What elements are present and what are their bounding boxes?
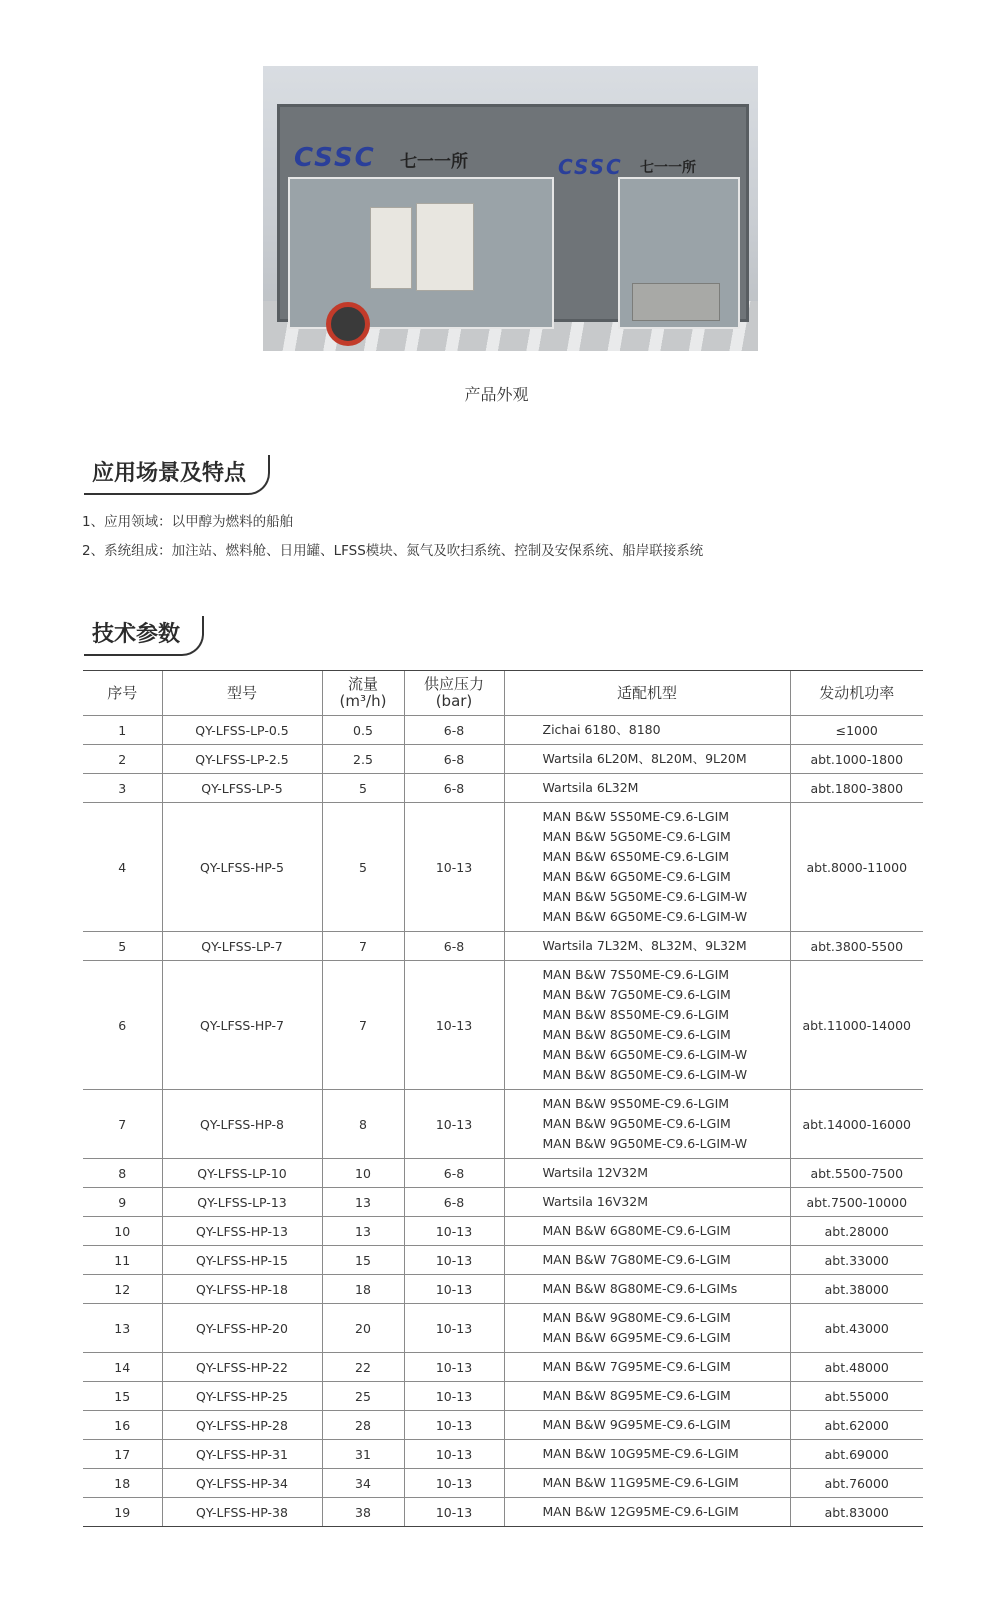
table-row xyxy=(83,1469,923,1498)
cell-model: QY-LFSS-HP-7 xyxy=(162,961,322,1090)
engine-model: MAN B&W 9G95ME-C9.6-LGIM xyxy=(542,1417,731,1432)
cell-pressure: 10-13 xyxy=(404,803,504,932)
table-row xyxy=(83,1411,923,1440)
cell-model: QY-LFSS-HP-34 xyxy=(162,1469,322,1498)
section-title-params: 技术参数 xyxy=(84,616,204,656)
engine-model: MAN B&W 7S50ME-C9.6-LGIM xyxy=(542,967,730,982)
cell-power: abt.5500-7500 xyxy=(790,1159,923,1188)
cell-flow: 25 xyxy=(322,1382,404,1411)
engine-model: MAN B&W 6S50ME-C9.6-LGIM xyxy=(542,849,730,864)
engine-model: MAN B&W 8G80ME-C9.6-LGIMs xyxy=(542,1281,738,1296)
spec-table xyxy=(83,670,923,1527)
table-row xyxy=(83,1188,923,1217)
cell-no: 16 xyxy=(83,1411,162,1440)
cell-engines xyxy=(504,745,790,774)
hose-reel-graphic xyxy=(326,302,370,346)
cell-model: QY-LFSS-LP-10 xyxy=(162,1159,322,1188)
cell-flow: 34 xyxy=(322,1469,404,1498)
cell-no: 1 xyxy=(83,716,162,745)
cell-power: abt.28000 xyxy=(790,1217,923,1246)
engine-model: MAN B&W 9S50ME-C9.6-LGIM xyxy=(542,1096,730,1111)
cell-pressure: 10-13 xyxy=(404,1090,504,1159)
cell-no: 7 xyxy=(83,1090,162,1159)
cell-model: QY-LFSS-HP-5 xyxy=(162,803,322,932)
engine-model: MAN B&W 6G80ME-C9.6-LGIM xyxy=(542,1223,731,1238)
cell-flow: 13 xyxy=(322,1188,404,1217)
cell-flow: 2.5 xyxy=(322,745,404,774)
logo-cn-left: 七一一所 xyxy=(400,152,468,172)
cell-power: abt.1000-1800 xyxy=(790,745,923,774)
cell-pressure: 10-13 xyxy=(404,1246,504,1275)
engine-model: MAN B&W 12G95ME-C9.6-LGIM xyxy=(542,1504,739,1519)
container-graphic xyxy=(277,104,749,322)
cell-power: abt.43000 xyxy=(790,1304,923,1353)
engine-model: MAN B&W 6G50ME-C9.6-LGIM-W xyxy=(542,909,748,924)
engine-model: MAN B&W 6G50ME-C9.6-LGIM xyxy=(542,869,731,884)
cell-model: QY-LFSS-HP-28 xyxy=(162,1411,322,1440)
cell-pressure: 10-13 xyxy=(404,1275,504,1304)
cell-flow: 28 xyxy=(322,1411,404,1440)
cell-no: 19 xyxy=(83,1498,162,1527)
cell-engines xyxy=(504,932,790,961)
cell-power: abt.69000 xyxy=(790,1440,923,1469)
engine-model: Zichai 6180、8180 xyxy=(542,722,661,737)
cell-pressure: 6-8 xyxy=(404,745,504,774)
cell-engines xyxy=(504,1304,790,1353)
control-cabinet-large xyxy=(416,203,474,291)
cell-power: abt.11000-14000 xyxy=(790,961,923,1090)
cell-flow: 10 xyxy=(322,1159,404,1188)
cell-pressure: 10-13 xyxy=(404,1217,504,1246)
cell-flow: 38 xyxy=(322,1498,404,1527)
table-row xyxy=(83,1090,923,1159)
engine-model: MAN B&W 7G80ME-C9.6-LGIM xyxy=(542,1252,731,1267)
cell-flow: 8 xyxy=(322,1090,404,1159)
table-row xyxy=(83,932,923,961)
cell-power: abt.3800-5500 xyxy=(790,932,923,961)
cell-pressure: 10-13 xyxy=(404,1382,504,1411)
engine-model: Wartsila 6L32M xyxy=(542,780,639,795)
image-caption: 产品外观 xyxy=(464,385,529,404)
cell-power: abt.33000 xyxy=(790,1246,923,1275)
header-engine: 适配机型 xyxy=(504,671,790,716)
features-list xyxy=(82,508,703,566)
cell-pressure: 10-13 xyxy=(404,961,504,1090)
table-row xyxy=(83,1275,923,1304)
table-row xyxy=(83,1246,923,1275)
cell-pressure: 10-13 xyxy=(404,1304,504,1353)
table-row xyxy=(83,1304,923,1353)
cell-engines xyxy=(504,1275,790,1304)
table-row xyxy=(83,1382,923,1411)
table-row xyxy=(83,1440,923,1469)
engine-model: MAN B&W 5G50ME-C9.6-LGIM xyxy=(542,829,731,844)
cell-no: 12 xyxy=(83,1275,162,1304)
cell-model: QY-LFSS-HP-15 xyxy=(162,1246,322,1275)
cell-engines xyxy=(504,774,790,803)
cell-engines xyxy=(504,961,790,1090)
engine-model: MAN B&W 7G95ME-C9.6-LGIM xyxy=(542,1359,731,1374)
header-model: 型号 xyxy=(162,671,322,716)
cell-pressure: 6-8 xyxy=(404,932,504,961)
engine-model: MAN B&W 9G50ME-C9.6-LGIM-W xyxy=(542,1136,748,1151)
cell-no: 18 xyxy=(83,1469,162,1498)
tank-graphic xyxy=(632,283,720,321)
engine-model: MAN B&W 5S50ME-C9.6-LGIM xyxy=(542,809,730,824)
cell-power: ≤1000 xyxy=(790,716,923,745)
header-flow: 流量 (m³/h) xyxy=(322,671,404,716)
cell-model: QY-LFSS-LP-13 xyxy=(162,1188,322,1217)
engine-model: Wartsila 6L20M、8L20M、9L20M xyxy=(542,751,747,766)
cell-engines xyxy=(504,1159,790,1188)
cssc-logo-left: CSSC xyxy=(294,143,376,173)
cell-power: abt.1800-3800 xyxy=(790,774,923,803)
cell-model: QY-LFSS-LP-5 xyxy=(162,774,322,803)
cell-model: QY-LFSS-HP-38 xyxy=(162,1498,322,1527)
cell-pressure: 6-8 xyxy=(404,774,504,803)
cell-flow: 5 xyxy=(322,774,404,803)
engine-model: MAN B&W 8S50ME-C9.6-LGIM xyxy=(542,1007,730,1022)
cell-pressure: 6-8 xyxy=(404,1159,504,1188)
cell-no: 10 xyxy=(83,1217,162,1246)
cell-engines xyxy=(504,1246,790,1275)
cell-pressure: 6-8 xyxy=(404,1188,504,1217)
cell-no: 5 xyxy=(83,932,162,961)
cell-engines xyxy=(504,1382,790,1411)
product-photo xyxy=(263,66,758,351)
table-row xyxy=(83,1353,923,1382)
cell-power: abt.8000-11000 xyxy=(790,803,923,932)
cell-model: QY-LFSS-HP-22 xyxy=(162,1353,322,1382)
cell-pressure: 10-13 xyxy=(404,1411,504,1440)
cell-engines xyxy=(504,1440,790,1469)
header-pressure: 供应压力 (bar) xyxy=(404,671,504,716)
cell-no: 15 xyxy=(83,1382,162,1411)
table-row xyxy=(83,1159,923,1188)
cell-engines xyxy=(504,1469,790,1498)
table-row xyxy=(83,745,923,774)
cell-power: abt.62000 xyxy=(790,1411,923,1440)
table-row xyxy=(83,1217,923,1246)
cell-flow: 15 xyxy=(322,1246,404,1275)
cell-pressure: 10-13 xyxy=(404,1440,504,1469)
cell-model: QY-LFSS-HP-31 xyxy=(162,1440,322,1469)
cell-no: 2 xyxy=(83,745,162,774)
cell-flow: 31 xyxy=(322,1440,404,1469)
cell-power: abt.38000 xyxy=(790,1275,923,1304)
cell-flow: 18 xyxy=(322,1275,404,1304)
cell-no: 8 xyxy=(83,1159,162,1188)
cell-engines xyxy=(504,1188,790,1217)
cssc-logo-right: CSSC xyxy=(558,155,623,179)
cell-power: abt.83000 xyxy=(790,1498,923,1527)
engine-model: MAN B&W 11G95ME-C9.6-LGIM xyxy=(542,1475,739,1490)
cell-power: abt.14000-16000 xyxy=(790,1090,923,1159)
cell-no: 3 xyxy=(83,774,162,803)
engine-model: Wartsila 16V32M xyxy=(542,1194,648,1209)
logo-cn-right: 七一一所 xyxy=(640,160,696,176)
engine-model: MAN B&W 10G95ME-C9.6-LGIM xyxy=(542,1446,739,1461)
cell-flow: 22 xyxy=(322,1353,404,1382)
table-row xyxy=(83,961,923,1090)
section-title-applications: 应用场景及特点 xyxy=(84,455,270,495)
engine-model: MAN B&W 6G50ME-C9.6-LGIM-W xyxy=(542,1047,748,1062)
engine-model: Wartsila 7L32M、8L32M、9L32M xyxy=(542,938,747,953)
header-power: 发动机功率 xyxy=(790,671,923,716)
feature-item: 1、应用领域：以甲醇为燃料的船舶 xyxy=(82,514,294,530)
cell-model: QY-LFSS-LP-7 xyxy=(162,932,322,961)
engine-model: MAN B&W 8G50ME-C9.6-LGIM-W xyxy=(542,1067,748,1082)
cell-no: 9 xyxy=(83,1188,162,1217)
cell-engines xyxy=(504,1411,790,1440)
cell-model: QY-LFSS-HP-8 xyxy=(162,1090,322,1159)
cell-pressure: 10-13 xyxy=(404,1498,504,1527)
table-header-row xyxy=(83,671,923,716)
cell-flow: 0.5 xyxy=(322,716,404,745)
cell-power: abt.48000 xyxy=(790,1353,923,1382)
feature-item: 2、系统组成：加注站、燃料舱、日用罐、LFSS模块、氮气及吹扫系统、控制及安保系统、船岸联接系统 xyxy=(82,543,704,559)
engine-model: MAN B&W 8G95ME-C9.6-LGIM xyxy=(542,1388,731,1403)
cell-engines xyxy=(504,1498,790,1527)
cell-engines xyxy=(504,1090,790,1159)
cell-flow: 13 xyxy=(322,1217,404,1246)
table-row xyxy=(83,774,923,803)
cell-flow: 7 xyxy=(322,961,404,1090)
engine-model: Wartsila 12V32M xyxy=(542,1165,648,1180)
table-row xyxy=(83,803,923,932)
cell-no: 13 xyxy=(83,1304,162,1353)
cell-power: abt.7500-10000 xyxy=(790,1188,923,1217)
cell-model: QY-LFSS-HP-25 xyxy=(162,1382,322,1411)
cell-no: 17 xyxy=(83,1440,162,1469)
header-no: 序号 xyxy=(83,671,162,716)
cell-no: 14 xyxy=(83,1353,162,1382)
engine-model: MAN B&W 6G95ME-C9.6-LGIM xyxy=(542,1330,731,1345)
table-row xyxy=(83,716,923,745)
cell-flow: 5 xyxy=(322,803,404,932)
engine-model: MAN B&W 9G50ME-C9.6-LGIM xyxy=(542,1116,731,1131)
cell-engines xyxy=(504,1217,790,1246)
table-row xyxy=(83,1498,923,1527)
cell-flow: 7 xyxy=(322,932,404,961)
engine-model: MAN B&W 9G80ME-C9.6-LGIM xyxy=(542,1310,731,1325)
cell-no: 6 xyxy=(83,961,162,1090)
cell-engines xyxy=(504,716,790,745)
engine-model: MAN B&W 8G50ME-C9.6-LGIM xyxy=(542,1027,731,1042)
cell-model: QY-LFSS-HP-20 xyxy=(162,1304,322,1353)
cell-engines xyxy=(504,803,790,932)
cell-model: QY-LFSS-HP-13 xyxy=(162,1217,322,1246)
cell-engines xyxy=(504,1353,790,1382)
cell-model: QY-LFSS-HP-18 xyxy=(162,1275,322,1304)
cell-power: abt.55000 xyxy=(790,1382,923,1411)
cell-pressure: 10-13 xyxy=(404,1469,504,1498)
cell-model: QY-LFSS-LP-2.5 xyxy=(162,745,322,774)
cell-model: QY-LFSS-LP-0.5 xyxy=(162,716,322,745)
cell-no: 11 xyxy=(83,1246,162,1275)
engine-model: MAN B&W 5G50ME-C9.6-LGIM-W xyxy=(542,889,748,904)
cell-no: 4 xyxy=(83,803,162,932)
engine-model: MAN B&W 7G50ME-C9.6-LGIM xyxy=(542,987,731,1002)
control-cabinet-small xyxy=(370,207,412,289)
cell-flow: 20 xyxy=(322,1304,404,1353)
cell-power: abt.76000 xyxy=(790,1469,923,1498)
cell-pressure: 10-13 xyxy=(404,1353,504,1382)
cell-pressure: 6-8 xyxy=(404,716,504,745)
